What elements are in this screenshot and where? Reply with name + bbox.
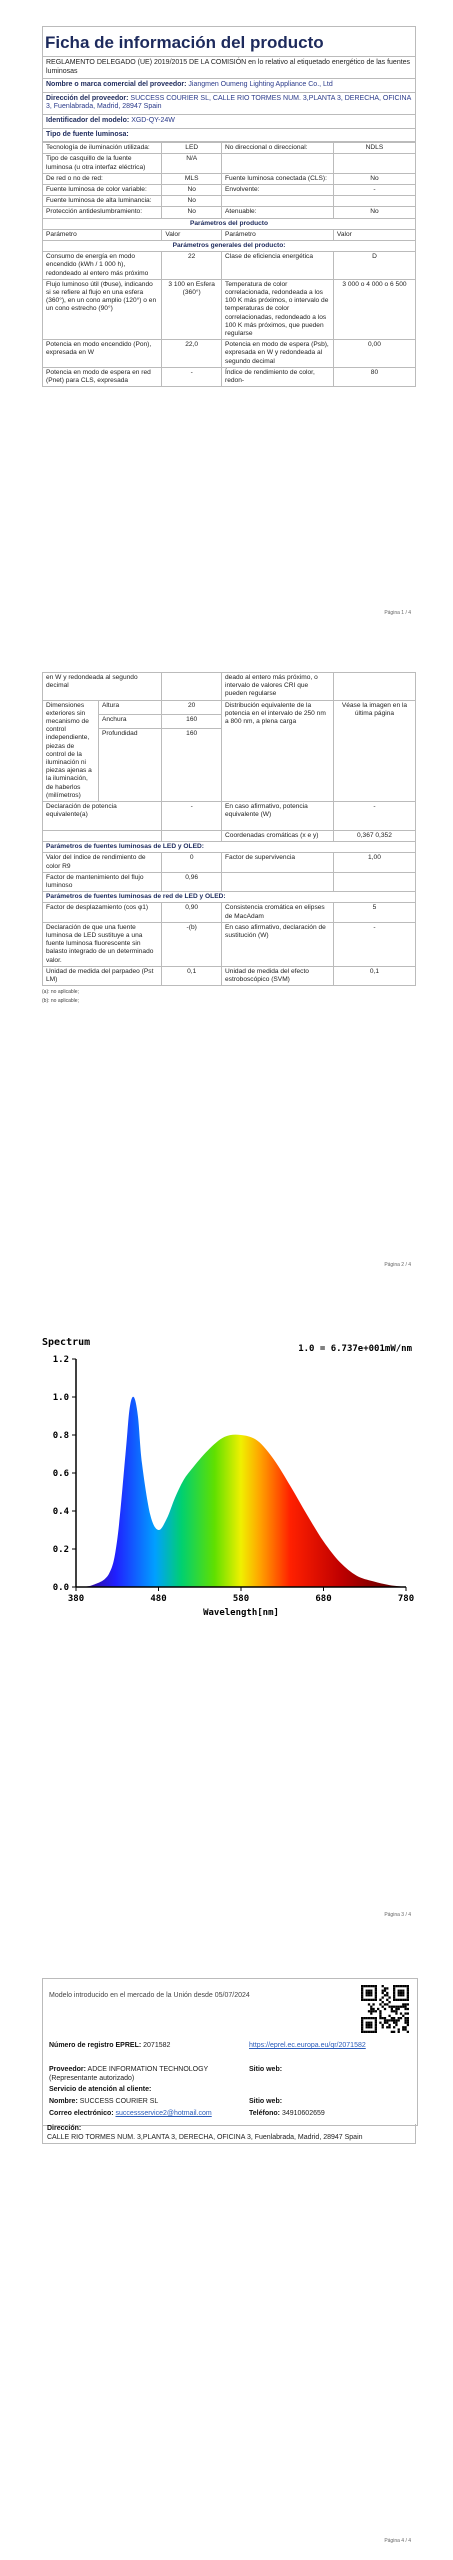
qr-code-icon[interactable]	[361, 1985, 409, 2033]
table-row: De red o no de red: MLS Fuente luminosa conectada (CLS): No	[43, 173, 416, 184]
table-row: Potencia en modo encendido (Pon), expresada en W 22,0 Potencia en modo de espera (Psb), expresada en W y redondeada al segundo decimal 0,00	[43, 340, 416, 368]
section-header: Parámetros de fuentes luminosas de LED y OLED:	[43, 842, 416, 853]
x-tick-label: 780	[397, 1594, 415, 1604]
y-tick-label: 0.6	[52, 1469, 69, 1479]
x-axis-label: Wavelength[nm]	[203, 1608, 279, 1618]
table-row: Coordenadas cromáticas (x e y) 0,367 0,352	[43, 831, 416, 842]
y-tick-label: 0.8	[52, 1431, 69, 1441]
y-tick-label: 0.4	[52, 1507, 69, 1517]
table-row: Fuente luminosa de alta luminancia: No	[43, 196, 416, 207]
market-intro: Modelo introducido en el mercado de la Unión desde 05/07/2024	[49, 1992, 250, 1999]
supplier-address-row: Dirección del proveedor: SUCCESS COURIER SL, CALLE RIO TORMES NUM. 3,PLANTA 3, DERECHA, OFICINA 3, Fuenlabrada, Madrid, 28947 Spain	[43, 92, 415, 114]
table-row: Dimensiones exteriores sin mecanismo de control independiente, piezas de control de la iluminación ni piezas ajenas a la iluminación, de haberlos (milímetros) Altura 20 Distribución equivalente de la potencia en el intervalo de 250 nm a 800 nm, a plena carga Véase la imagen en la última página	[43, 700, 416, 714]
column-headers: Parámetro Valor Parámetro Valor	[43, 229, 416, 240]
table-row: Profundidad 160	[43, 729, 416, 802]
table-row: en W y redondeada al segundo decimal deado al entero más próximo, o intervalo de valores CRI que pueden regularse	[43, 673, 416, 701]
chart-title: Spectrum	[42, 1337, 91, 1348]
email-link[interactable]: successservice2@hotmail.com	[115, 2110, 212, 2117]
footnote-b: (b): no aplicable;	[42, 998, 79, 1005]
eprel-row: Número de registro EPREL: 2071582	[49, 2042, 171, 2049]
page-number-4: Página 4 / 4	[384, 2538, 411, 2544]
header-box	[42, 56, 416, 142]
table-row: Unidad de medida del parpadeo (Pst LM) 0,1 Unidad de medida del efecto estroboscópico (SVM) 0,1	[43, 966, 416, 985]
spectrum-chart	[38, 1325, 418, 1625]
supplier-name-row: Nombre o marca comercial del proveedor: Jiangmen Oumeng Lighting Appliance Co., Ltd	[43, 78, 415, 92]
page-title: Ficha de información del producto	[42, 26, 416, 56]
spectrum-area	[76, 1397, 406, 1587]
email-row: Correo electrónico: successservice2@hotmail.com	[49, 2110, 212, 2117]
table-row: Declaración de que una fuente luminosa de LED sustituye a una fuente luminosa fluorescente sin balasto integrado de un determinado valor. -(b) En caso afirmativo, declaración de sustitución (W) -	[43, 922, 416, 966]
x-tick-label: 680	[315, 1594, 332, 1604]
website-label-2: Sitio web:	[249, 2098, 283, 2105]
page-number-2: Página 2 / 4	[384, 1262, 411, 1268]
table-row: Flujo luminoso útil (Φuse), indicando si se refiere al flujo en una esfera (360°), en un cono amplio (120°) o en un cono estrecho (90°) 3 100 en Esfera (360°) Temperatura de color correlacionada, redondeada a los 100 K más próximos, o intervalo de temperaturas de color correlacionadas, redondeado a los 100 K más próximos, que pueden regularse 3 000 o 4 000 o 6 500	[43, 279, 416, 339]
product-table-2	[42, 672, 416, 986]
table-row: Potencia en modo de espera en red (Pnet) para CLS, expresada - Índice de rendimiento de color, redon- 80	[43, 367, 416, 386]
table-row: Factor de desplazamiento (cos φ1) 0,90 Consistencia cromática en elipses de MacAdam 5	[43, 903, 416, 922]
website-label: Sitio web:	[249, 2066, 283, 2073]
page-1	[42, 26, 416, 387]
page-number-3: Página 3 / 4	[384, 1912, 411, 1918]
regulation-text: REGLAMENTO DELEGADO (UE) 2019/2015 DE LA COMISIÓN en lo relativo al etiquetado energético de las fuentes luminosas	[46, 59, 411, 75]
table-row: Factor de mantenimiento del flujo luminoso 0,96	[43, 872, 416, 891]
y-tick-label: 0.2	[52, 1545, 69, 1555]
section-header: Parámetros generales del producto:	[43, 240, 416, 251]
section-header: Parámetros del producto	[43, 218, 416, 229]
address-box: Dirección: CALLE RIO TORMES NUM. 3,PLANTA 3, DERECHA, OFICINA 3, Fuenlabrada, Madrid, 28947 Spain	[42, 2124, 416, 2144]
page-4	[42, 1978, 418, 2126]
product-table-1	[42, 142, 416, 387]
y-tick-label: 1.2	[52, 1355, 69, 1365]
x-tick-label: 380	[67, 1594, 85, 1604]
section-header: Parámetros de fuentes luminosas de red de LED y OLED:	[43, 892, 416, 903]
page-2	[42, 672, 416, 1004]
chart-note: 1.0 = 6.737e+001mW/nm	[298, 1344, 412, 1354]
service-label: Servicio de atención al cliente:	[49, 2086, 152, 2093]
table-row: Fuente luminosa de color variable: No Envolvente: -	[43, 184, 416, 195]
phone-row: Teléfono: 34910602659	[249, 2110, 325, 2117]
spectrum-svg	[38, 1325, 418, 1625]
table-row: Tecnología de iluminación utilizada: LED No direccional o direccional: NDLS	[43, 143, 416, 154]
table-row: Protección antideslumbramiento: No Atenuable: No	[43, 207, 416, 218]
y-tick-label: 1.0	[52, 1393, 69, 1403]
table-row: Declaración de potencia equivalente(a) - En caso afirmativo, potencia equivalente (W) -	[43, 802, 416, 831]
type-row: Tipo de fuente luminosa:	[43, 128, 415, 142]
table-row: Anchura 160	[43, 714, 416, 728]
table-row: Tipo de casquillo de la fuente luminosa (u otra interfaz eléctrica) N/A	[43, 154, 416, 173]
table-row: Valor del índice de rendimiento de color R9 0 Factor de supervivencia 1,00	[43, 853, 416, 872]
eprel-link[interactable]: https://eprel.ec.europa.eu/qr/2071582	[249, 2042, 366, 2049]
footnote-a: (a): no aplicable;	[42, 989, 79, 996]
x-tick-label: 480	[150, 1594, 167, 1604]
customer-name-row: Nombre: SUCCESS COURIER SL	[49, 2098, 159, 2105]
y-tick-label: 0.0	[52, 1583, 69, 1593]
table-row: Consumo de energía en modo encendido (kWh / 1 000 h), redondeado al entero más próximo 22 Clase de eficiencia energética D	[43, 252, 416, 280]
page-number-1: Página 1 / 4	[384, 610, 411, 616]
model-row: Identificador del modelo: XGD-QY-24W	[43, 114, 415, 128]
provider-row: Proveedor: ADCE INFORMATION TECHNOLOGY (Representante autorizado)	[49, 2066, 209, 2082]
x-tick-label: 580	[232, 1594, 250, 1604]
